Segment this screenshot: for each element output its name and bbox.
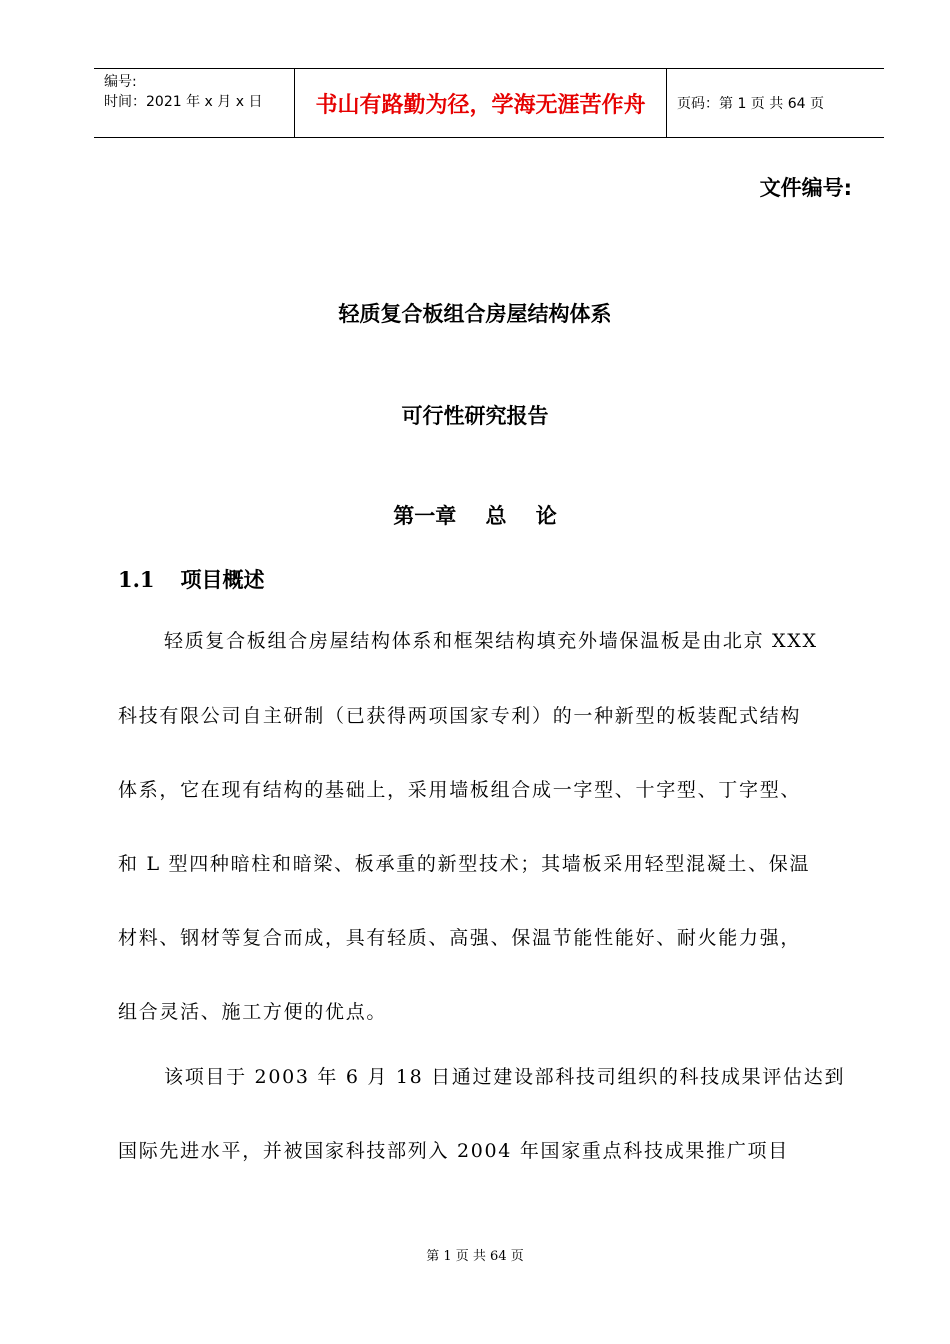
header-meta	[94, 69, 295, 137]
page-footer: 第 1 页 共 64 页	[426, 1249, 524, 1264]
body-line: 国际先进水平，并被国家科技部列入 2004 年国家重点科技成果推广项目	[118, 1140, 789, 1162]
body-line: 该项目于 2003 年 6 月 18 日通过建设部科技司组织的科技成果评估达到	[164, 1066, 846, 1088]
body-line: 材料、钢材等复合而成，具有轻质、高强、保温节能性能好、耐火能力强，	[118, 927, 802, 949]
report-subtitle: 可行性研究报告	[401, 404, 549, 428]
body-line: 科技有限公司自主研制（已获得两项国家专利）的一种新型的板装配式结构	[118, 705, 802, 727]
doc-code-label: 编号:	[104, 74, 137, 90]
page-header	[94, 68, 884, 138]
section-heading	[118, 564, 265, 594]
body-line: 组合灵活、施工方便的优点。	[118, 1001, 388, 1023]
body-line: 体系，它在现有结构的基础上，采用墙板组合成一字型、十字型、丁字型、	[118, 779, 802, 801]
report-title: 轻质复合板组合房屋结构体系	[338, 302, 612, 326]
header-motto: 书山有路勤为径，学海无涯苦作舟	[295, 69, 667, 137]
body-line: 轻质复合板组合房屋结构体系和框架结构填充外墙保温板是由北京 XXX	[164, 630, 818, 652]
section-title: 项目概述	[180, 568, 265, 592]
body-line: 和 L 型四种暗柱和暗梁、板承重的新型技术；其墙板采用轻型混凝土、保温	[118, 853, 811, 875]
doc-date: 时间：2021 年 x 月 x 日	[104, 94, 263, 110]
header-page-info: 页码：第 1 页 共 64 页	[677, 96, 824, 112]
section-number: 1.1	[118, 567, 155, 592]
document-number-label: 文件编号:	[759, 176, 852, 200]
chapter-title: 第一章 总 论	[393, 504, 557, 528]
